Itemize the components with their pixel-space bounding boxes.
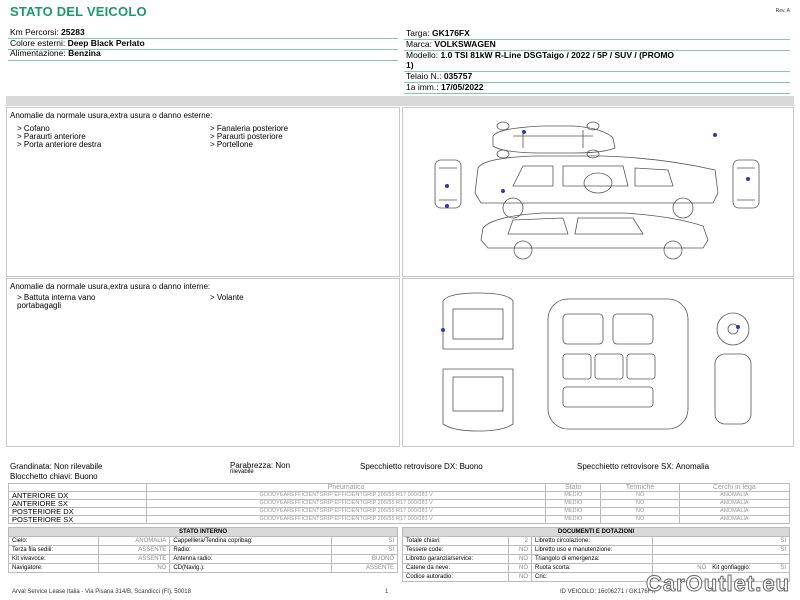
registration-row [406, 82, 484, 93]
table-row [403, 555, 790, 564]
field-value: ASSENTE [332, 564, 398, 573]
field-label: Radio: [170, 546, 332, 555]
table-row [403, 537, 790, 546]
registration-label: 1a imm.: [406, 82, 439, 92]
field-value: NO [509, 573, 532, 582]
exterior-damage-list-1 [17, 125, 101, 149]
table-row [9, 555, 398, 564]
field-value [652, 555, 789, 564]
field-label: Terza fila sedili: [9, 546, 99, 555]
interior-car-diagram [403, 279, 795, 448]
hail-status: Grandinata: Non rilevabile [10, 462, 103, 471]
exterior-damage-list-2 [210, 125, 288, 149]
table-row [9, 537, 398, 546]
tyres-header-state: Stato [546, 484, 601, 492]
color-label: Colore esterni: [10, 38, 66, 48]
windshield-line-1: Parabrezza: Non [230, 461, 291, 470]
field-label: Kit gonfiaggio: [712, 565, 751, 571]
plate-value: GK176FX [432, 28, 470, 38]
field-value: NO [509, 564, 532, 573]
mirror-dx-status: Specchietto retrovisore DX: Buono [360, 462, 483, 471]
field-label: Libretto circolazione: [531, 537, 652, 546]
damage-item: > Paraurti posteriore [210, 132, 283, 141]
field-value: NO [509, 555, 532, 564]
field-label: Libretto uso e manutenzione: [531, 546, 652, 555]
field-value: ANOMALIA [99, 537, 170, 546]
field-label: CD(Navig.): [170, 564, 332, 573]
tyre-state: MEDIO [546, 500, 601, 508]
damage-item: > Cofano [17, 124, 50, 133]
documents-title: DOCUMENTI E DOTAZIONI [403, 528, 790, 537]
damage-item: portabagagli [17, 301, 62, 310]
windshield-status [230, 462, 290, 475]
table-row [9, 564, 398, 573]
tyre-state: MEDIO [546, 508, 601, 516]
windshield-line-2: rilevabile [230, 469, 254, 475]
footer-page-number: 1 [385, 589, 389, 595]
km-value: 25283 [61, 27, 85, 37]
model-label: Modello: [406, 50, 439, 60]
plate-row [406, 28, 470, 39]
damage-item: > Battuta interna vano [17, 293, 96, 302]
mirror-sx-status: Specchietto retrovisore SX: Anomalia [577, 462, 710, 471]
fuel-row [10, 48, 101, 59]
damage-item: > Porta anteriore destra [17, 140, 102, 149]
footer-vehicle-id: ID VEICOLO: 16c06271 / GK176FX [560, 589, 656, 595]
tyre-rim: ANOMALIA [679, 516, 789, 524]
tyre-thermal: NO [601, 508, 679, 516]
fuel-label: Alimentazione: [10, 48, 66, 58]
chassis-label: Telaio N.: [406, 71, 442, 81]
model-row [406, 50, 674, 61]
registration-value: 17/05/2022 [440, 82, 484, 92]
tyre-position: POSTERIORE SX [9, 516, 147, 524]
tyre-rim: ANOMALIA [679, 492, 789, 500]
field-value: SI [332, 546, 398, 555]
table-row [9, 492, 790, 500]
tyre-model: GOODYEAREFFICIENTGRIP EFFICIENTGRIP 205/55 R17 000/081 V [147, 492, 546, 500]
tyre-model: GOODYEAREFFICIENTGRIP EFFICIENTGRIP 205/55 R17 000/081 V [147, 508, 546, 516]
table-row [403, 546, 790, 555]
model-row-2 [406, 60, 414, 71]
color-value: Deep Black Perlato [67, 38, 145, 48]
table-row [9, 516, 790, 524]
field-label: Triangolo di emergenza: [531, 555, 652, 564]
brand-label: Marca: [406, 39, 432, 49]
field-value: SI [780, 565, 786, 571]
model-value-2: 1) [406, 60, 414, 70]
field-label: Ruota scorta: [531, 564, 652, 573]
page-title: STATO DEL VEICOLO [10, 4, 147, 19]
table-row [9, 546, 398, 555]
tyres-header-pos [9, 484, 147, 492]
km-label: Km Percorsi: [10, 27, 59, 37]
tyres-header-row [9, 484, 790, 492]
field-value: SI [652, 546, 789, 555]
damage-item: > Portellone [210, 140, 253, 149]
tyre-position: ANTERIORE SX [9, 500, 147, 508]
interior-state-table [8, 527, 398, 573]
field-value: ASSENTE [99, 555, 170, 564]
field-label: Catene da neve: [403, 564, 509, 573]
fuel-value: Benzina [68, 48, 101, 58]
tyres-table [8, 483, 790, 524]
interior-state-title: STATO INTERNO [9, 528, 398, 537]
tyre-state: MEDIO [546, 492, 601, 500]
field-value: NO [99, 564, 170, 573]
tyre-model: GOODYEAREFFICIENTGRIP EFFICIENTGRIP 205/55 R17 000/081 V [147, 500, 546, 508]
tyre-thermal: NO [601, 516, 679, 524]
field-label: Antenna radio: [170, 555, 332, 564]
km-row [10, 27, 85, 38]
tyres-header-tyre: Pneumatico [147, 484, 546, 492]
plate-label: Targa: [406, 28, 430, 38]
field-value: SI [332, 537, 398, 546]
field-value: SI [652, 537, 789, 546]
interior-diagram-panel [402, 278, 794, 447]
table-row [9, 500, 790, 508]
tyre-state: MEDIO [546, 516, 601, 524]
field-label: Cappelliera/Tendina copribag: [170, 537, 332, 546]
brand-row [406, 39, 496, 50]
chassis-value: 035757 [443, 71, 473, 81]
tyre-position: ANTERIORE DX [9, 492, 147, 500]
steering-lock-status: Blocchetto chiavi: Buono [10, 472, 98, 481]
model-value: 1.0 TSI 81kW R-Line DSGTaigo / 2022 / 5P / SUV / (PROMO [440, 50, 675, 60]
exterior-diagram-panel [402, 107, 794, 277]
field-value: ASSENTE [99, 546, 170, 555]
tyre-thermal: NO [601, 492, 679, 500]
field-label: Navigatore: [9, 564, 99, 573]
field-label: Cric: [531, 573, 652, 582]
field-value: NO [509, 546, 532, 555]
tyre-model: GOODYEAREFFICIENTGRIP EFFICIENTGRIP 205/55 R17 000/081 V [147, 516, 546, 524]
field-value: NO [697, 565, 707, 571]
tyre-rim: ANOMALIA [679, 500, 789, 508]
tyre-rim: ANOMALIA [679, 508, 789, 516]
field-label: Codice autoradio: [403, 573, 509, 582]
field-label: Libretto garanzia/service: [403, 555, 509, 564]
damage-item: > Fanaleria posteriore [210, 124, 289, 133]
exterior-car-diagram [403, 108, 795, 278]
tyre-position: POSTERIORE DX [9, 508, 147, 516]
interior-damage-list-1 [17, 294, 96, 310]
field-label: Cielo: [9, 537, 99, 546]
field-label: Totale chiavi: [403, 537, 509, 546]
damage-item: > Paraurti anteriore [17, 132, 86, 141]
tyres-header-rim: Cerchi in lega [679, 484, 789, 492]
field-label: Tessere code: [403, 546, 509, 555]
brand-value: VOLKSWAGEN [434, 39, 496, 49]
field-value: BUONO [332, 555, 398, 564]
interior-damage-title: Anomalie da normale usura,extra usura o danno interne: [10, 282, 211, 291]
exterior-damage-panel [6, 107, 400, 277]
tyres-header-thermal: Termiche [601, 484, 679, 492]
table-row [9, 508, 790, 516]
chassis-row [406, 71, 472, 82]
damage-item: > Volante [210, 293, 244, 302]
revision-label: Rev. A [775, 8, 790, 14]
interior-damage-list-2 [210, 294, 244, 302]
field-label: Kit vivavoce: [9, 555, 99, 564]
field-value: 2 [509, 537, 532, 546]
watermark-logo: CarOutlet.eu [645, 571, 790, 596]
exterior-damage-title: Anomalie da normale usura,extra usura o danno esterne: [10, 111, 213, 120]
interior-damage-panel [6, 278, 400, 447]
tyre-thermal: NO [601, 500, 679, 508]
section-separator [6, 96, 794, 106]
footer-company: Arval Service Lease Italia - Via Pisana 314/B, Scandicci (FI), 50018 [12, 589, 191, 595]
